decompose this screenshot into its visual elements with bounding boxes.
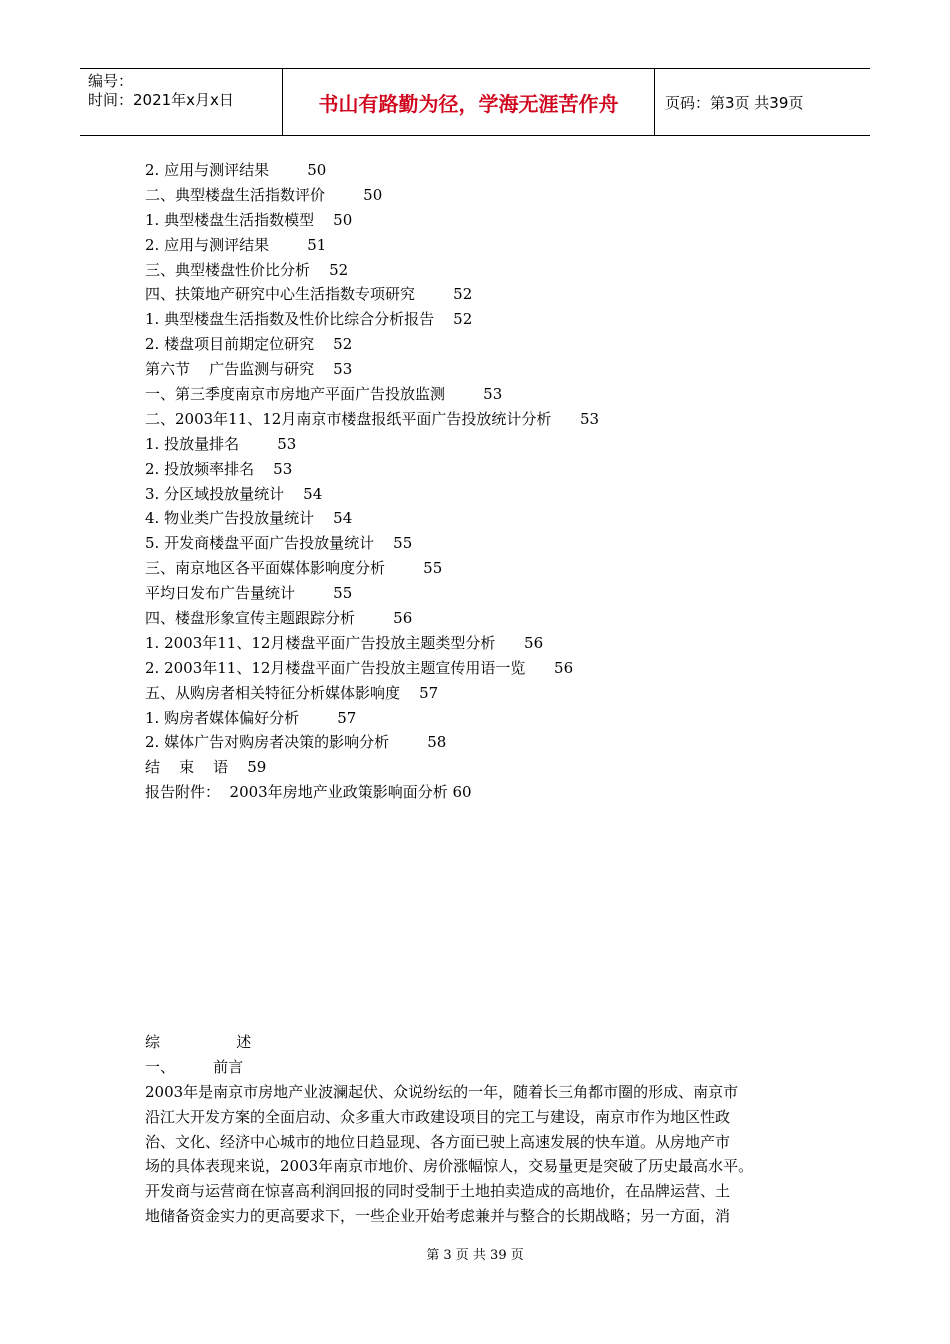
toc-item: 三、南京地区各平面媒体影响度分析 55 [145, 559, 443, 578]
toc-item: 二、典型楼盘生活指数评价 50 [145, 185, 383, 204]
toc-item: 三、典型楼盘性价比分析 52 [145, 260, 349, 279]
table-of-contents [145, 158, 845, 805]
paragraph-line: 场的具体表现来说，2003年南京市地价、房价涨幅惊人，交易量更是突破了历史最高水平。 [145, 1157, 754, 1176]
toc-item: 五、从购房者相关特征分析媒体影响度 57 [145, 683, 439, 702]
header-motto-cell [283, 69, 655, 135]
paragraph-line: 开发商与运营商在惊喜高利润回报的同时受制于土地拍卖造成的高地价，在品牌运营、土 [145, 1182, 731, 1201]
toc-item: 2. 媒体广告对购房者决策的影响分析 58 [145, 733, 447, 752]
toc-item: 1. 购房者媒体偏好分析 57 [145, 708, 357, 727]
toc-item: 报告附件： 2003年房地产业政策影响面分析 60 [145, 783, 472, 802]
footer-page-number: 第 3 页 共 39 页 [426, 1248, 524, 1263]
toc-item: 1. 典型楼盘生活指数模型 50 [145, 210, 353, 229]
toc-item: 4. 物业类广告投放量统计 54 [145, 509, 353, 528]
paragraph-line: 2003年是南京市房地产业波澜起伏、众说纷纭的一年，随着长三角都市圈的形成、南京市 [145, 1082, 739, 1101]
body-section [145, 1030, 825, 1229]
header-meta-cell [80, 69, 283, 135]
toc-item: 二、2003年11、12月南京市楼盘报纸平面广告投放统计分析 53 [145, 409, 600, 428]
toc-item: 第六节 广告监测与研究 53 [145, 360, 353, 379]
time-label: 时间：2021年x月x日 [88, 91, 234, 109]
toc-item: 四、楼盘形象宣传主题跟踪分析 56 [145, 609, 413, 628]
toc-item: 1. 2003年11、12月楼盘平面广告投放主题类型分析 56 [145, 633, 544, 652]
page-label: 页码：第3页 共39页 [665, 93, 804, 112]
paragraph-line: 治、文化、经济中心城市的地位日趋显现、各方面已驶上高速发展的快车道。从房地产市 [145, 1132, 731, 1151]
toc-item: 1. 投放量排名 53 [145, 434, 297, 453]
toc-item: 2. 投放频率排名 53 [145, 459, 293, 478]
toc-item: 四、扶策地产研究中心生活指数专项研究 52 [145, 285, 473, 304]
toc-item: 2. 2003年11、12月楼盘平面广告投放主题宣传用语一览 56 [145, 658, 574, 677]
paragraph-line: 地储备资金实力的更高要求下，一些企业开始考虑兼并与整合的长期战略；另一方面，消 [145, 1207, 731, 1226]
toc-item: 2. 应用与测评结果 50 [145, 161, 327, 179]
toc-item: 1. 典型楼盘生活指数及性价比综合分析报告 52 [145, 310, 473, 329]
number-label: 编号： [88, 72, 134, 90]
header-page-cell [655, 69, 870, 135]
motto-text: 书山有路勤为径，学海无涯苦作舟 [318, 91, 619, 116]
toc-item: 2. 楼盘项目前期定位研究 52 [145, 335, 353, 354]
page-footer [0, 1244, 950, 1263]
toc-item: 5. 开发商楼盘平面广告投放量统计 55 [145, 534, 413, 553]
section-subheading: 一、 前言 [145, 1057, 244, 1076]
toc-item: 3. 分区域投放量统计 54 [145, 484, 323, 503]
toc-item: 结 束 语 59 [145, 758, 267, 777]
toc-item: 平均日发布广告量统计 55 [145, 584, 353, 603]
toc-item: 2. 应用与测评结果 51 [145, 235, 327, 254]
section-heading: 综 述 [145, 1033, 252, 1051]
paragraph-line: 沿江大开发方案的全面启动、众多重大市政建设项目的完工与建设，南京市作为地区性政 [145, 1107, 731, 1126]
header-table [80, 68, 870, 136]
toc-item: 一、第三季度南京市房地产平面广告投放监测 53 [145, 385, 503, 404]
